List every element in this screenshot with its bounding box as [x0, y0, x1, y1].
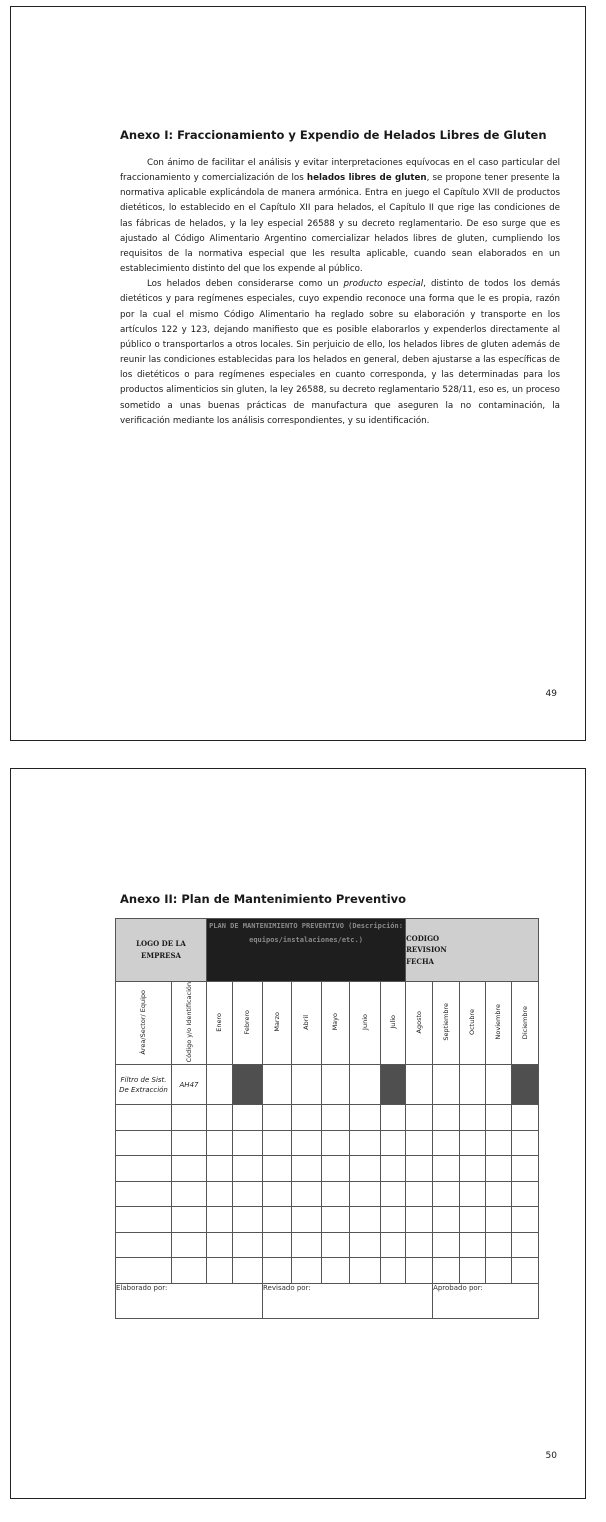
special-product-italic: producto especial [343, 279, 424, 290]
empty-cell [406, 1232, 433, 1258]
empty-cell [116, 1156, 172, 1182]
empty-cell [350, 1232, 381, 1258]
company-logo-placeholder: LOGO DE LA EMPRESA [116, 919, 207, 982]
empty-cell [406, 1207, 433, 1233]
empty-cell [433, 1258, 460, 1284]
empty-cell [460, 1105, 486, 1131]
column-month: Julio [381, 982, 406, 1065]
empty-cell [381, 1207, 406, 1233]
empty-cell [460, 1232, 486, 1258]
empty-cell [292, 1105, 322, 1131]
empty-cell [460, 1258, 486, 1284]
month-cell [486, 1065, 512, 1105]
column-month: Marzo [263, 982, 292, 1065]
empty-cell [233, 1105, 263, 1131]
empty-cell [433, 1156, 460, 1182]
empty-cell [233, 1258, 263, 1284]
column-month: Abril [292, 982, 322, 1065]
empty-cell [172, 1232, 207, 1258]
empty-cell [512, 1181, 539, 1207]
table-row [116, 1065, 539, 1105]
empty-cell [322, 1105, 350, 1131]
empty-cell [460, 1181, 486, 1207]
empty-cell [350, 1207, 381, 1233]
maintenance-plan-table [115, 918, 539, 1319]
empty-cell [263, 1156, 292, 1182]
empty-cell [486, 1156, 512, 1182]
empty-cell [172, 1258, 207, 1284]
month-cell [322, 1065, 350, 1105]
empty-cell [292, 1181, 322, 1207]
empty-cell [322, 1207, 350, 1233]
empty-cell [512, 1156, 539, 1182]
scheduled-month-cell [233, 1065, 263, 1105]
empty-cell [263, 1232, 292, 1258]
empty-cell [172, 1105, 207, 1131]
empty-cell [322, 1258, 350, 1284]
empty-cell [263, 1105, 292, 1131]
empty-cell [460, 1156, 486, 1182]
scheduled-month-cell [512, 1065, 539, 1105]
empty-cell [381, 1130, 406, 1156]
table-row [116, 1207, 539, 1233]
page-number: 49 [545, 689, 557, 699]
empty-cell [207, 1232, 233, 1258]
page-number: 50 [545, 1451, 557, 1461]
empty-cell [207, 1207, 233, 1233]
empty-cell [460, 1207, 486, 1233]
document-control-cell [406, 919, 539, 982]
empty-cell [512, 1130, 539, 1156]
empty-cell [433, 1130, 460, 1156]
empty-cell [116, 1181, 172, 1207]
empty-cell [233, 1156, 263, 1182]
empty-cell [116, 1232, 172, 1258]
empty-cell [116, 1130, 172, 1156]
revision-label: REVISION [406, 945, 447, 955]
scheduled-month-cell [381, 1065, 406, 1105]
empty-cell [292, 1130, 322, 1156]
empty-cell [512, 1105, 539, 1131]
empty-cell [233, 1130, 263, 1156]
empty-cell [433, 1232, 460, 1258]
date-label: FECHA [406, 956, 434, 966]
approved-by-field: Aprobado por: [433, 1283, 539, 1318]
month-cell [292, 1065, 322, 1105]
empty-cell [233, 1207, 263, 1233]
column-month: Diciembre [512, 982, 539, 1065]
annex-1-body [120, 156, 560, 429]
empty-cell [116, 1105, 172, 1131]
table-row [116, 1181, 539, 1207]
empty-cell [350, 1258, 381, 1284]
empty-cell [406, 1105, 433, 1131]
table-header-row [116, 919, 539, 982]
month-cell [460, 1065, 486, 1105]
column-month: Noviembre [486, 982, 512, 1065]
column-month: Mayo [322, 982, 350, 1065]
empty-cell [172, 1156, 207, 1182]
empty-cell [486, 1207, 512, 1233]
empty-cell [512, 1232, 539, 1258]
column-header-row [116, 982, 539, 1065]
table-row [116, 1258, 539, 1284]
empty-cell [172, 1130, 207, 1156]
month-cell [350, 1065, 381, 1105]
empty-cell [433, 1207, 460, 1233]
empty-cell [322, 1232, 350, 1258]
empty-cell [486, 1258, 512, 1284]
equipment-cell: Filtro de Sist. De Extracción [116, 1065, 172, 1105]
signature-row [116, 1283, 539, 1318]
annex-1-paragraph-1: Con ánimo de facilitar el análisis y evitar interpretaciones equívocas en el caso particular del fraccionamiento y comercialización de los helados libres de gluten, se propone tener presente la normativa aplicable explicándola de manera armónica. Entra en juego el Capítulo XVII de productos dietéticos, lo establecido en el Capítulo XII para helados, el Capítulo II que rige las condiciones de las fábricas de helados, y la ley especial 26588 y su decreto reglamentario. De eso surge que es ajustado al Código Alimentario Argentino comercializar helados libres de gluten, cumpliendo los requisitos de la normativa especial que les resulta aplicable, cuando sean elaborados en un establecimiento distinto del que los expende al público. [120, 158, 561, 275]
annex-1-heading: Anexo I: Fraccionamiento y Expendio de Helados Libres de Gluten [120, 128, 547, 142]
annex-2-heading: Anexo II: Plan de Mantenimiento Preventivo [120, 892, 407, 906]
empty-cell [433, 1181, 460, 1207]
annex-1-paragraph-2: Los helados deben considerarse como un producto especial, distinto de todos los demás dietéticos y para regímenes especiales, cuyo expendio reconoce una forma que le es propia, razón por la cual el mismo Código Alimentario ha reglado sobre su elaboración y transporte en los artículos 122 y 123, dejando manifiesto que es posible elaborarlos y expenderlos directamente al público o transportarlos a otros locales. Sin perjuicio de ello, los helados libres de gluten además de reunir las condiciones establecidas para los helados en general, deben ajustarse a las específicas de los dietéticos o para regímenes especiales en cuanto corresponda, y las determinadas para los productos alimenticios sin gluten, la ley 26588, su decreto reglamentario 528/11, eso es, un proceso sometido a unas buenas prácticas de manufactura que aseguren la no contaminación, la verificación mediante los análisis correspondientes, y su identificación. [120, 279, 560, 426]
empty-cell [292, 1258, 322, 1284]
empty-cell [512, 1207, 539, 1233]
empty-cell [381, 1156, 406, 1182]
empty-cell [406, 1258, 433, 1284]
month-cell [207, 1065, 233, 1105]
empty-cell [350, 1105, 381, 1131]
empty-cell [460, 1130, 486, 1156]
column-month: Septiembre [433, 982, 460, 1065]
empty-cell [486, 1232, 512, 1258]
empty-cell [116, 1207, 172, 1233]
empty-cell [350, 1181, 381, 1207]
empty-cell [322, 1130, 350, 1156]
empty-cell [263, 1258, 292, 1284]
empty-cell [207, 1105, 233, 1131]
empty-cell [207, 1156, 233, 1182]
column-month: Junio [350, 982, 381, 1065]
code-label: CODIGO [406, 933, 440, 943]
column-month: Febrero [233, 982, 263, 1065]
page-50 [10, 768, 586, 1499]
column-code: Código y/o Identificación [172, 982, 207, 1065]
empty-cell [350, 1130, 381, 1156]
prepared-by-field: Elaborado por: [116, 1283, 263, 1318]
blank-rows [116, 1105, 539, 1284]
empty-cell [207, 1258, 233, 1284]
column-month: Agosto [406, 982, 433, 1065]
empty-cell [406, 1156, 433, 1182]
page-49 [10, 6, 586, 741]
month-cell [263, 1065, 292, 1105]
empty-cell [322, 1156, 350, 1182]
empty-cell [207, 1130, 233, 1156]
empty-cell [322, 1181, 350, 1207]
empty-cell [172, 1207, 207, 1233]
empty-cell [381, 1181, 406, 1207]
table-row [116, 1105, 539, 1131]
gluten-free-ice-cream-bold: helados libres de gluten [306, 173, 427, 184]
reviewed-by-field: Revisado por: [263, 1283, 433, 1318]
empty-cell [172, 1181, 207, 1207]
column-area: Área/Sector/ Equipo [116, 982, 172, 1065]
empty-cell [207, 1181, 233, 1207]
empty-cell [292, 1232, 322, 1258]
table-row [116, 1156, 539, 1182]
equipment-code-cell: AH47 [172, 1065, 207, 1105]
month-cell [406, 1065, 433, 1105]
empty-cell [486, 1130, 512, 1156]
empty-cell [381, 1232, 406, 1258]
month-cell [433, 1065, 460, 1105]
table-row [116, 1130, 539, 1156]
empty-cell [433, 1105, 460, 1131]
empty-cell [406, 1130, 433, 1156]
column-month: Octubre [460, 982, 486, 1065]
empty-cell [233, 1181, 263, 1207]
empty-cell [486, 1105, 512, 1131]
empty-cell [116, 1258, 172, 1284]
empty-cell [233, 1232, 263, 1258]
empty-cell [292, 1156, 322, 1182]
empty-cell [263, 1130, 292, 1156]
empty-cell [292, 1207, 322, 1233]
empty-cell [350, 1156, 381, 1182]
empty-cell [381, 1105, 406, 1131]
empty-cell [512, 1258, 539, 1284]
empty-cell [486, 1181, 512, 1207]
column-month: Enero [207, 982, 233, 1065]
table-row [116, 1232, 539, 1258]
empty-cell [263, 1207, 292, 1233]
empty-cell [381, 1258, 406, 1284]
plan-title-cell: PLAN DE MANTENIMIENTO PREVENTIVO (Descripción: equipos/instalaciones/etc.) [207, 919, 406, 982]
empty-cell [263, 1181, 292, 1207]
empty-cell [406, 1181, 433, 1207]
